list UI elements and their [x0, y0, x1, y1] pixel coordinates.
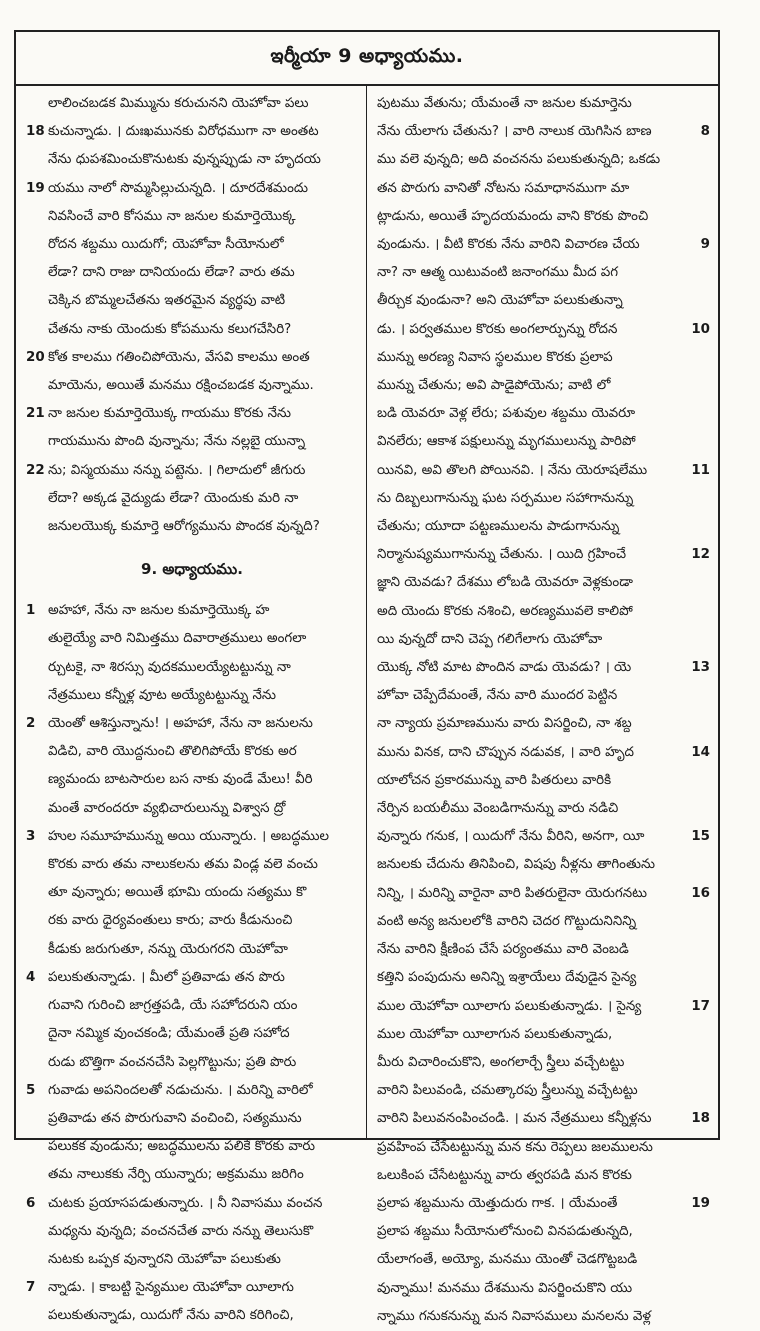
verse-number: [26, 1218, 48, 1246]
text-line: [377, 1077, 710, 1105]
verse-number: [26, 90, 48, 118]
text-line: [377, 710, 710, 738]
verse-number: 19: [26, 180, 45, 196]
verse-text: వున్నారు గనుక, । యిదుగో నేను వీరిని, అనగా, యీ: [377, 829, 645, 845]
verse-text: జనులయొక్క కుమార్తె ఆరోగ్యమును పొందక వున్నది?: [48, 519, 320, 535]
verse-number: [26, 1105, 48, 1133]
text-line: [26, 1020, 358, 1048]
verse-number: [690, 682, 710, 710]
verse-text: పుటము వేతును; యేమంతే నా జనుల కుమార్తెను: [377, 96, 632, 111]
text-line: [377, 1190, 710, 1218]
verse-number: [690, 513, 710, 541]
text-line: [26, 1190, 358, 1218]
verse-text: మంతే వారందరూ వ్యభిచారులున్ను విశ్వాస ద్రో: [48, 800, 286, 816]
text-line: [377, 90, 710, 118]
verse-number: 16: [691, 885, 710, 901]
verse-text: చెక్కిన బొమ్మలచేతను ఇతరమైన వ్యర్థపు వాటి: [48, 293, 286, 309]
text-line: [377, 964, 710, 992]
text-line: [26, 738, 358, 766]
verse-number: [26, 1133, 48, 1161]
verse-number: [26, 287, 48, 315]
text-line: [26, 1218, 358, 1246]
verse-text: నుటకు ఒప్పక వున్నారని యెహోవా పలుకుతు: [48, 1251, 281, 1267]
verse-number: 17: [691, 998, 710, 1014]
text-line: [377, 936, 710, 964]
text-line: [377, 231, 710, 259]
text-line: [377, 1021, 710, 1049]
verse-text: నేర్పిన బయలీము వెంబడిగానున్ను వారు నడిచి: [377, 801, 619, 817]
verse-number: [690, 344, 710, 372]
verse-text: నేను ధుపశమించుకొనుటకు వున్నప్పుడు నా హృదయ: [48, 152, 321, 168]
verse-text: యేలాగంతే, అయ్యో, మనము యెంతో చెడగొట్టబడి: [377, 1252, 638, 1268]
verse-text: ప్రవహింప చేసేటట్టున్ను మన కను రెప్పలు జలములను: [377, 1139, 653, 1155]
text-line: [377, 1162, 710, 1190]
verse-text: తూ వున్నారు; అయితే భూమి యందు సత్యము కొ: [48, 885, 307, 901]
verse-number: 22: [26, 462, 45, 478]
verse-number: [690, 1218, 710, 1246]
verse-number: 18: [26, 124, 45, 140]
text-line: [377, 400, 710, 428]
verse-text: మును వినక, దాని చొప్పున నడువక, । వారి హృద: [377, 744, 634, 760]
verse-number: [690, 1134, 710, 1162]
verse-number: [26, 682, 48, 710]
verse-text: కోత కాలము గతించిపోయెను, వేసవి కాలము అంత: [48, 349, 310, 365]
text-line: [377, 344, 710, 372]
verse-text: హుల సమూహమున్ను అయి యున్నారు. । అబద్ధముల: [48, 828, 329, 844]
verse-text: పలుకుతున్నాడు. । మీలో ప్రతివాడు తన పొరు: [48, 969, 285, 985]
chapter-heading: 9. అధ్యాయము.: [141, 560, 243, 579]
text-line: [377, 372, 710, 400]
verse-number: 15: [691, 829, 710, 845]
text-line: [377, 118, 710, 146]
text-line: [377, 569, 710, 597]
verse-number: 8: [700, 124, 710, 140]
verse-text: మున్ను అరణ్య నివాస స్థలముల కొరకు ప్రలాప: [377, 349, 613, 365]
verse-text: తమ నాలుకకు నేర్పి యున్నారు; అక్రమము జరిగిం: [48, 1167, 304, 1183]
verse-number: [690, 1077, 710, 1105]
verse-number: 20: [26, 349, 45, 365]
text-line: [26, 231, 358, 259]
text-line: [26, 428, 358, 456]
verse-number: [26, 513, 48, 541]
verse-number: 4: [26, 969, 36, 985]
verse-text: గాయమును పొంది వున్నాను; నేను నల్లబై యున్నా: [48, 434, 306, 450]
verse-number: [26, 1246, 48, 1274]
verse-text: న్నాడు. । కాబట్టి సైన్యముల యెహోవా యీలాగు: [48, 1280, 294, 1296]
verse-number: 9: [700, 237, 710, 253]
text-line: [377, 654, 710, 682]
verse-number: [26, 907, 48, 935]
text-line: [377, 823, 710, 851]
verse-number: [690, 710, 710, 738]
verse-number: [690, 485, 710, 513]
verse-number: 21: [26, 406, 45, 422]
verse-number: [26, 851, 48, 879]
text-line: [377, 316, 710, 344]
text-line: [26, 1302, 358, 1330]
verse-number: [690, 428, 710, 456]
verse-text: యెంతో ఆశిస్తున్నాను! । అహహా, నేను నా జనులను: [48, 716, 313, 732]
verse-text: వున్నాము! మనము దేశమును విసర్జించుకొని యు: [377, 1280, 633, 1296]
verse-number: 10: [691, 321, 710, 337]
verse-text: రోదన శబ్దము యిదుగో; యెహోవా సీయోనులో: [48, 237, 284, 253]
verse-number: [690, 203, 710, 231]
verse-number: [26, 428, 48, 456]
text-line: [377, 1246, 710, 1274]
verse-text: నా న్యాయ ప్రమాణమును వారు విసర్జించి, నా శబ్ద: [377, 716, 632, 732]
text-line: [377, 1218, 710, 1246]
text-line: [377, 1049, 710, 1077]
verse-text: అది యెందు కొరకు నశించి, అరణ్యమువలె కాలిపో: [377, 603, 633, 619]
verse-text: ణ్యమందు బాటసారుల బస నాకు వుండే మేలు! వీరి: [48, 772, 313, 788]
verse-number: 1: [26, 603, 36, 619]
text-line: [26, 682, 358, 710]
text-line: [377, 1134, 710, 1162]
text-line: [26, 907, 358, 935]
verse-text: వారిని పిలువండి, చమత్కారపు స్త్రీలున్ను వచ్చేటట్టు: [377, 1083, 638, 1099]
verse-text: కీడుకు జరుగుతూ, నన్ను యెరుగరని యెహోవా: [48, 941, 288, 957]
text-line: [377, 175, 710, 203]
verse-number: [690, 175, 710, 203]
verse-number: [690, 146, 710, 174]
verse-text: ముల యెహోవా యీలాగు పలుకుతున్నాడు. । సైన్య: [377, 998, 642, 1014]
verse-text: జ్ఞాని యెవడు? దేశము లోబడి యెవరూ వెళ్లకుండా: [377, 575, 633, 591]
verse-number: [690, 936, 710, 964]
verse-text: వారిని పిలువనంపించండి. । మన నేత్రములు కన్నీళ్లను: [377, 1111, 652, 1127]
verse-number: 14: [691, 744, 710, 760]
verse-number: [26, 203, 48, 231]
verse-text: యినవి, అవి తొలగి పోయినవి. । నేను యెరూషలేము: [377, 462, 648, 478]
text-line: [26, 654, 358, 682]
verse-text: బడి యెవరూ వెళ్ల లేరు; పశువుల శబ్దము యెవరూ: [377, 406, 636, 422]
verse-number: [26, 146, 48, 174]
left-column: [16, 86, 367, 1324]
verse-text: న్నాము గనుకనున్ను మన నివాసములు మనలను వెళ్ల: [377, 1308, 652, 1324]
verse-number: [26, 1049, 48, 1077]
verse-number: [690, 259, 710, 287]
verse-text: వినలేరు; ఆకాశ పక్షులున్ను మృగములున్ను పారిపో: [377, 434, 636, 450]
verse-text: పలుకక వుండును; అబద్ధములను పలికే కొరకు వారు: [48, 1139, 315, 1155]
verse-text: తన పొరుగు వానితో నోటను సమాధానముగా మా: [377, 180, 630, 196]
verse-number: 6: [26, 1195, 36, 1211]
text-line: [26, 400, 358, 428]
verse-text: కుచున్నాడు. । దుఃఖమునకు విరోధముగా నా అంతట: [48, 124, 319, 140]
verse-text: తీర్చుక వుండునా? అని యెహోవా పలుకుతున్నా: [377, 293, 623, 309]
verse-text: ట్లాడును, అయితే హృదయమందు వాని కొరకు పొంచి: [377, 208, 649, 224]
verse-number: [26, 1020, 48, 1048]
verse-text: విడిచి, వారి యొద్దనుంచి తొలిగిపోయే కొరకు అర: [48, 744, 297, 760]
verse-text: నివసించే వారి కోసము నా జనుల కుమార్తెయొక్క: [48, 208, 296, 224]
text-line: [377, 1105, 710, 1133]
verse-text: కత్తిని పంపుదును అనిన్ని ఇశ్రాయేలు దేవుడైన సైన్య: [377, 970, 637, 986]
text-line: [26, 795, 358, 823]
text-line: [26, 936, 358, 964]
verse-text: ఒలుకింప చేసేటట్టున్ను వారు త్వరపడి మన కొరకు: [377, 1167, 632, 1183]
text-line: [377, 203, 710, 231]
verse-text: నా జనుల కుమార్తెయొక్క గాయము కొరకు నేను: [48, 406, 292, 422]
verse-number: [26, 372, 48, 400]
verse-number: [690, 400, 710, 428]
verse-number: [690, 569, 710, 597]
verse-text: మీరు విచారించుకొని, అంగలార్చే స్త్రీలు వచ్చేటట్టు: [377, 1054, 625, 1070]
verse-text: మాయెను, అయితే మనము రక్షించబడక వున్నాము.: [48, 378, 314, 394]
text-line: [26, 1161, 358, 1189]
text-line: [26, 1049, 358, 1077]
verse-number: 13: [691, 660, 710, 676]
text-line: [377, 428, 710, 456]
text-line: [377, 457, 710, 485]
text-line: [26, 1105, 358, 1133]
verse-number: 3: [26, 828, 36, 844]
verse-number: [26, 766, 48, 794]
text-line: [26, 457, 358, 485]
text-line: [377, 682, 710, 710]
text-line: [26, 823, 358, 851]
text-line: [26, 485, 358, 513]
right-column: [367, 86, 718, 1324]
text-line: [377, 598, 710, 626]
text-line: [377, 739, 710, 767]
text-line: [26, 964, 358, 992]
text-line: [26, 259, 358, 287]
text-line: [26, 992, 358, 1020]
text-line: [26, 625, 358, 653]
page-title: ఇర్మీయా 9 అధ్యాయము.: [270, 44, 464, 67]
text-line: [377, 626, 710, 654]
verse-number: 18: [691, 1111, 710, 1127]
text-line: [26, 90, 358, 118]
verse-number: 5: [26, 1082, 36, 1098]
text-line: [377, 287, 710, 315]
verse-number: 11: [691, 462, 710, 478]
verse-number: [26, 795, 48, 823]
verse-text: యొక్క నోటి మాట పొందిన వాడు యెవడు? । యె: [377, 660, 632, 676]
text-line: [26, 203, 358, 231]
verse-text: తులైయ్యే వారి నిమిత్తము దివారాత్రములు అంగలా: [48, 631, 307, 647]
text-line: [377, 1303, 710, 1331]
verse-number: [690, 908, 710, 936]
text-line: [26, 879, 358, 907]
text-line: [377, 541, 710, 569]
text-line: [26, 851, 358, 879]
text-line: [26, 597, 358, 625]
text-line: [26, 1274, 358, 1302]
verse-text: ప్రలాప శబ్దమును యెత్తుదురు గాక. । యేమంతే: [377, 1195, 618, 1211]
verse-text: మధ్యను వున్నది; వంచనచేత వారు నన్ను తెలుసుకొ: [48, 1223, 314, 1239]
verse-text: ము వలె వున్నది; అది వంచనను పలుకుతున్నది; ఒకడు: [377, 152, 661, 168]
verse-number: [690, 626, 710, 654]
verse-text: నిన్ని, । మరిన్ని వారైనా వారి పితరులైనా యెరుగనటు: [377, 885, 648, 901]
verse-text: ముల యెహోవా యీలాగున పలుకుతున్నాడు,: [377, 1026, 613, 1042]
verse-text: ను; విస్మయము నన్ను పట్టెను. । గిలాదులో జీగురు: [48, 462, 306, 478]
text-line: [26, 766, 358, 794]
text-line: [377, 767, 710, 795]
verse-text: లాలించబడక మిమ్మును కరుచునని యెహోవా పలు: [48, 96, 309, 111]
verse-text: నేత్రములు కన్నీళ్ల వూట అయ్యేటట్టున్ను నేను: [48, 687, 276, 703]
verse-number: [690, 767, 710, 795]
verse-number: [690, 1275, 710, 1303]
text-line: [26, 344, 358, 372]
text-line: [26, 513, 358, 541]
verse-text: ప్రలాప శబ్దము సీయోనులోనుంచి వినపడుతున్నది,: [377, 1224, 633, 1240]
verse-text: చేతును; యూదా పట్టణములను పాడుగానున్ను: [377, 519, 620, 535]
verse-text: గువాడు అపనిందలతో నడుచును. । మరిన్ని వారిలో: [48, 1082, 313, 1098]
verse-text: నేను యేలాగు చేతును? । వారి నాలుక యెగిసిన బాణ: [377, 124, 652, 140]
text-line: [377, 880, 710, 908]
verse-text: యి వున్నదో దాని చెప్ప గలిగేలాగు యెహోవా: [377, 631, 603, 647]
verse-number: [690, 1049, 710, 1077]
verse-number: [690, 795, 710, 823]
verse-text: ను దిబ్బలుగానున్ను ఘట సర్పముల సహాగానున్ను: [377, 490, 634, 506]
text-line: [377, 1275, 710, 1303]
verse-text: హోవా చెప్పేదేమంతే, నేను వారి ముందర పెట్టిన: [377, 688, 618, 704]
verse-text: వంటి అన్య జనులలోకి వారిని చెదర గొట్టుదునినిన్ని: [377, 913, 637, 929]
text-line: [26, 710, 358, 738]
text-line: [377, 851, 710, 879]
verse-number: [26, 316, 48, 344]
verse-number: [690, 1303, 710, 1331]
verse-text: జనులకు చేదును తినిపించి, విషపు నీళ్లను తాగింతును: [377, 857, 656, 873]
verse-text: నేను వారిని క్షీణింప చేసే పర్యంతము వారి వెంబడి: [377, 942, 629, 958]
verse-text: యము నాలో సొమ్మసిల్లుచున్నది. । దూరదేశమందు: [48, 180, 308, 196]
verse-number: [690, 964, 710, 992]
verse-text: గువాని గురించి జాగ్రత్తపడి, యే సహోదరుని యం: [48, 998, 298, 1014]
text-line: [377, 908, 710, 936]
text-line: [377, 513, 710, 541]
verse-text: ర్చుటకై, నా శిరస్సు వుదకములయ్యేటట్టున్ను నా: [48, 659, 291, 675]
verse-number: [690, 1162, 710, 1190]
verse-number: [690, 851, 710, 879]
verse-text: పలుకుతున్నాడు, యిదుగో నేను వారిని కరిగించి,: [48, 1308, 294, 1324]
verse-number: [26, 879, 48, 907]
verse-text: నిర్మానుష్యముగానున్ను చేతును. । యిది గ్రహించే: [377, 547, 627, 563]
text-line: [377, 259, 710, 287]
verse-text: నా? నా ఆత్మ యిటువంటి జనాంగము మీద పగ: [377, 265, 619, 281]
verse-number: 2: [26, 716, 36, 732]
verse-number: [26, 259, 48, 287]
verse-number: [26, 936, 48, 964]
text-line: [377, 485, 710, 513]
text-line: [26, 372, 358, 400]
verse-text: కొరకు వారు తమ నాలుకలను తమ విండ్ల వలె వంచు: [48, 857, 318, 873]
verse-text: యాలోచన ప్రకారమున్ను వారి పితరులు వారికి: [377, 772, 612, 788]
text-line: [26, 146, 358, 174]
verse-number: [690, 1021, 710, 1049]
text-line: [26, 1246, 358, 1274]
verse-number: [26, 1302, 48, 1330]
verse-text: చుటకు ప్రయాసపడుతున్నారు. । నీ నివాసము వంచన: [48, 1195, 323, 1211]
verse-text: మున్ను చేతును; అవి పాడైపోయెను; వాటి లో: [377, 378, 611, 394]
verse-text: ప్రతివాడు తన పొరుగువాని వంచించి, సత్యమును: [48, 1110, 302, 1126]
verse-text: రకు వారు ధైర్యవంతులు కారు; వారు కీడునుంచి: [48, 913, 293, 929]
page-header: [16, 32, 718, 86]
verse-text: దైనా నమ్మిక వుంచకండి; యేమంతే ప్రతి సహోద: [48, 1026, 290, 1042]
verse-number: 19: [691, 1195, 710, 1211]
verse-number: [26, 485, 48, 513]
verse-number: [26, 231, 48, 259]
verse-number: [26, 992, 48, 1020]
verse-number: [26, 738, 48, 766]
text-line: [26, 316, 358, 344]
text-columns: [16, 86, 718, 1324]
verse-number: [690, 90, 710, 118]
scripture-page: [14, 30, 720, 1324]
text-line: [26, 175, 358, 203]
verse-number: [26, 1161, 48, 1189]
text-line: [26, 287, 358, 315]
verse-number: [690, 372, 710, 400]
verse-number: 12: [691, 547, 710, 563]
verse-text: అహహా, నేను నా జనుల కుమార్తెయొక్క హ: [48, 603, 270, 619]
verse-text: రుడు బొత్తిగా వంచనచేసి పెల్లగొట్టును; ప్రతి పొరు: [48, 1054, 297, 1070]
verse-number: [690, 287, 710, 315]
text-line: [26, 118, 358, 146]
text-line: [377, 795, 710, 823]
verse-number: 7: [26, 1280, 36, 1296]
verse-text: చేతను నాకు యెందుకు కోపమును కలుగచేసిరి?: [48, 321, 292, 337]
verse-text: వుండును. । వీటి కొరకు నేను వారిని విచారణ చేయ: [377, 237, 640, 253]
text-line: [26, 1077, 358, 1105]
text-line: [377, 146, 710, 174]
text-line: [377, 993, 710, 1021]
text-line: [26, 1133, 358, 1161]
verse-number: [690, 1246, 710, 1274]
verse-number: [26, 625, 48, 653]
verse-text: లేదా? అక్కడ వైద్యుడు లేడా? యెందుకు మరి నా: [48, 490, 299, 506]
verse-text: లేడా? దాని రాజు దానియందు లేడా? వారు తమ: [48, 265, 295, 281]
verse-number: [690, 598, 710, 626]
verse-text: డు. । పర్వతముల కొరకు అంగలార్పున్ను రోదన: [377, 321, 618, 337]
verse-number: [26, 654, 48, 682]
